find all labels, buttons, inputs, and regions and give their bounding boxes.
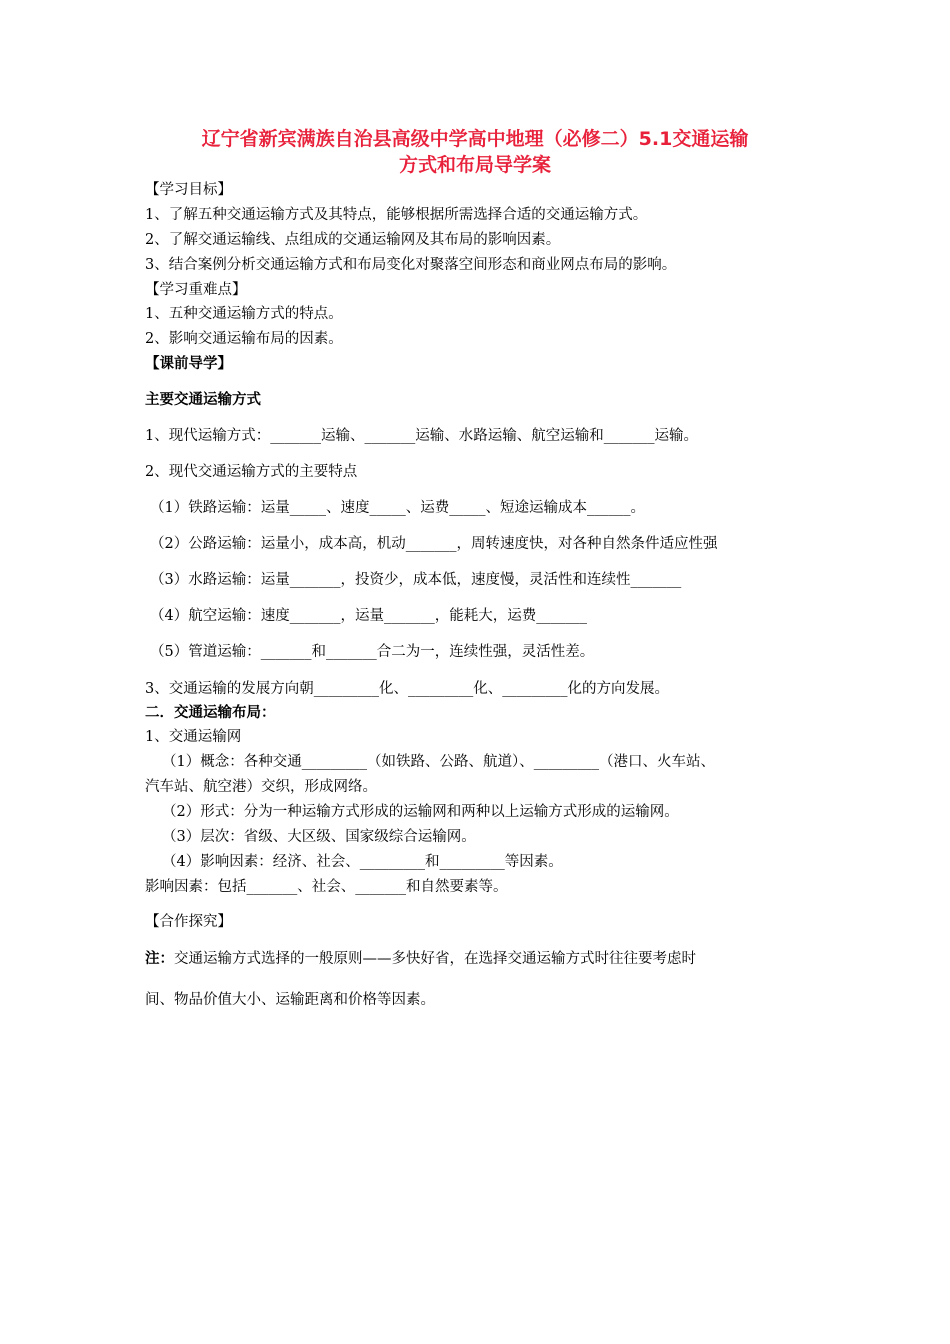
preview-line-2: 2、现代交通运输方式的主要特点 bbox=[145, 464, 358, 480]
layout-line-1: 1、交通运输网 bbox=[145, 729, 242, 745]
goal-item-2: 2、了解交通运输线、点组成的交通运输网及其布局的影响因素。 bbox=[145, 232, 561, 248]
goals-heading: 【学习目标】 bbox=[145, 182, 232, 198]
preview-line-7: （5）管道运输：_______和_______合二为一，连续性强，灵活性差。 bbox=[150, 644, 595, 660]
note-label: 注： bbox=[145, 951, 174, 967]
note-text-line-2: 间、物品价值大小、运输距离和价格等因素。 bbox=[145, 992, 435, 1008]
goal-item-3: 3、结合案例分析交通运输方式和布局变化对聚落空间形态和商业网点布局的影响。 bbox=[145, 257, 677, 273]
note-text-line-1: 交通运输方式选择的一般原则——多快好省，在选择交通运输方式时往往要考虑时 bbox=[174, 951, 696, 967]
page-title-line-2: 方式和布局导学案 bbox=[398, 154, 551, 176]
preview-line-6: （4）航空运输：速度_______，运量_______，能耗大，运费_______ bbox=[150, 608, 587, 624]
preview-line-3: （1）铁路运输：运量_____、速度_____、运费_____、短途运输成本______。 bbox=[150, 500, 645, 516]
key-point-item-1: 1、五种交通运输方式的特点。 bbox=[145, 306, 343, 322]
key-points-heading: 【学习重难点】 bbox=[145, 282, 247, 298]
preview-line-1: 1、现代运输方式：_______运输、_______运输、水路运输、航空运输和_______运输。 bbox=[145, 428, 698, 444]
preview-line-5: （3）水路运输：运量_______，投资少，成本低，速度慢，灵活性和连续性_______ bbox=[150, 572, 682, 588]
cooperation-note bbox=[145, 947, 696, 968]
preview-line-4: （2）公路运输：运量小，成本高，机动_______，周转速度快，对各种自然条件适应性强 bbox=[150, 536, 718, 552]
preview-heading: 【课前导学】 bbox=[145, 356, 232, 372]
page-title-line-1: 辽宁省新宾满族自治县高级中学高中地理（必修二）5.1交通运输 bbox=[201, 128, 749, 150]
key-point-item-2: 2、影响交通运输布局的因素。 bbox=[145, 331, 343, 347]
layout-line-6: （4）影响因素：经济、社会、_________和_________等因素。 bbox=[162, 854, 563, 870]
goal-item-1: 1、了解五种交通运输方式及其特点，能够根据所需选择合适的交通运输方式。 bbox=[145, 207, 648, 223]
layout-line-2: （1）概念：各种交通_________（如铁路、公路、航道）、_________（港口、火车站、 bbox=[162, 754, 715, 770]
layout-section-heading: 二．交通运输布局： bbox=[145, 705, 276, 721]
cooperation-heading: 【合作探究】 bbox=[145, 914, 232, 930]
layout-line-3: 汽车站、航空港）交织，形成网络。 bbox=[145, 779, 377, 795]
layout-line-5: （3）层次：省级、大区级、国家级综合运输网。 bbox=[162, 829, 476, 845]
preview-line-8: 3、交通运输的发展方向朝_________化、_________化、_________化的方向发展。 bbox=[145, 681, 669, 697]
layout-line-7: 影响因素：包括_______、社会、_______和自然要素等。 bbox=[145, 879, 508, 895]
layout-line-4: （2）形式：分为一种运输方式形成的运输网和两种以上运输方式形成的运输网。 bbox=[162, 804, 679, 820]
preview-subheading: 主要交通运输方式 bbox=[145, 392, 261, 408]
